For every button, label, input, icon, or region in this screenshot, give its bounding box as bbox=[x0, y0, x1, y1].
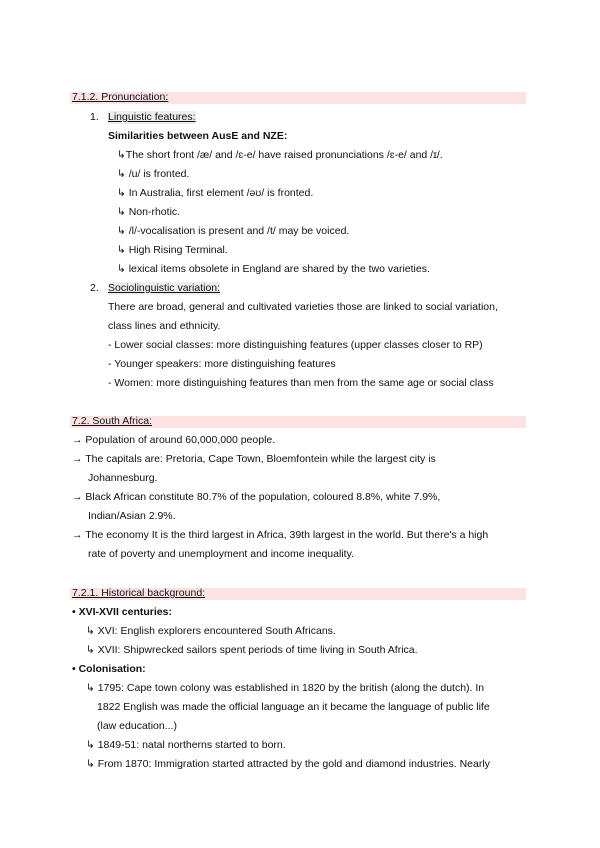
fact-line: → The economy It is the third largest in Africa, 39th largest in the world. But there's a high bbox=[72, 529, 489, 541]
history-item: ↳ 1795: Cape town colony was established in 1820 by the british (along the dutch). In bbox=[86, 682, 485, 694]
history-item: ↳ XVI: English explorers encountered South Africans. bbox=[86, 625, 336, 637]
feature-item: ↳ In Australia, first element /əʊ/ is fronted. bbox=[117, 187, 314, 199]
list-number-1: 1. bbox=[90, 111, 99, 123]
period-heading-xvi-xvii: • XVI-XVII centuries: bbox=[72, 606, 172, 618]
fact-line-continuation: Johannesburg. bbox=[88, 472, 158, 484]
feature-item: ↳ High Rising Terminal. bbox=[117, 244, 228, 256]
feature-item: ↳The short front /æ/ and /ɛ-e/ have raised pronunciations /ɛ-e/ and /ɪ/. bbox=[117, 149, 443, 161]
paragraph-line: - Lower social classes: more distinguishing features (upper classes closer to RP) bbox=[108, 339, 483, 351]
paragraph-line: - Younger speakers: more distinguishing features bbox=[108, 358, 336, 370]
feature-item: ↳ /u/ is fronted. bbox=[117, 168, 190, 180]
fact-line: → Population of around 60,000,000 people. bbox=[72, 434, 276, 446]
feature-item: ↳ /l/-vocalisation is present and /t/ may be voiced. bbox=[117, 225, 350, 237]
fact-line-continuation: Indian/Asian 2.9%. bbox=[88, 510, 176, 522]
section-heading-pronunciation: 7.1.2. Pronunciation: bbox=[72, 91, 169, 103]
paragraph-line: class lines and ethnicity. bbox=[108, 320, 221, 332]
paragraph-line: There are broad, general and cultivated varieties those are linked to social variation, bbox=[108, 301, 498, 313]
fact-line: → Black African constitute 80.7% of the population, coloured 8.8%, white 7.9%, bbox=[72, 491, 441, 503]
history-item: ↳ From 1870: Immigration started attracted by the gold and diamond industries. Nearly bbox=[86, 758, 490, 770]
history-item-continuation: 1822 English was made the official language an it became the language of public life bbox=[97, 701, 490, 713]
subheading-sociolinguistic-variation: Sociolinguistic variation: bbox=[108, 282, 221, 294]
similarities-heading: Similarities between AusE and NZE: bbox=[108, 130, 288, 142]
history-item-continuation: (law education...) bbox=[97, 720, 177, 732]
feature-item: ↳ Non-rhotic. bbox=[117, 206, 181, 218]
period-heading-colonisation: • Colonisation: bbox=[72, 663, 146, 675]
paragraph-line: - Women: more distinguishing features than men from the same age or social class bbox=[108, 377, 494, 389]
feature-item: ↳ lexical items obsolete in England are shared by the two varieties. bbox=[117, 263, 430, 275]
section-heading-south-africa: 7.2. South Africa: bbox=[72, 415, 152, 427]
history-item: ↳ 1849-51: natal northerns started to born. bbox=[86, 739, 286, 751]
fact-line: → The capitals are: Pretoria, Cape Town, Bloemfontein while the largest city is bbox=[72, 453, 436, 465]
history-item: ↳ XVII: Shipwrecked sailors spent periods of time living in South Africa. bbox=[86, 644, 418, 656]
section-heading-historical-background: 7.2.1. Historical background: bbox=[72, 587, 206, 599]
subheading-linguistic-features: Linguistic features: bbox=[108, 111, 196, 123]
fact-line-continuation: rate of poverty and unemployment and income inequality. bbox=[88, 548, 354, 560]
list-number-2: 2. bbox=[90, 282, 99, 294]
